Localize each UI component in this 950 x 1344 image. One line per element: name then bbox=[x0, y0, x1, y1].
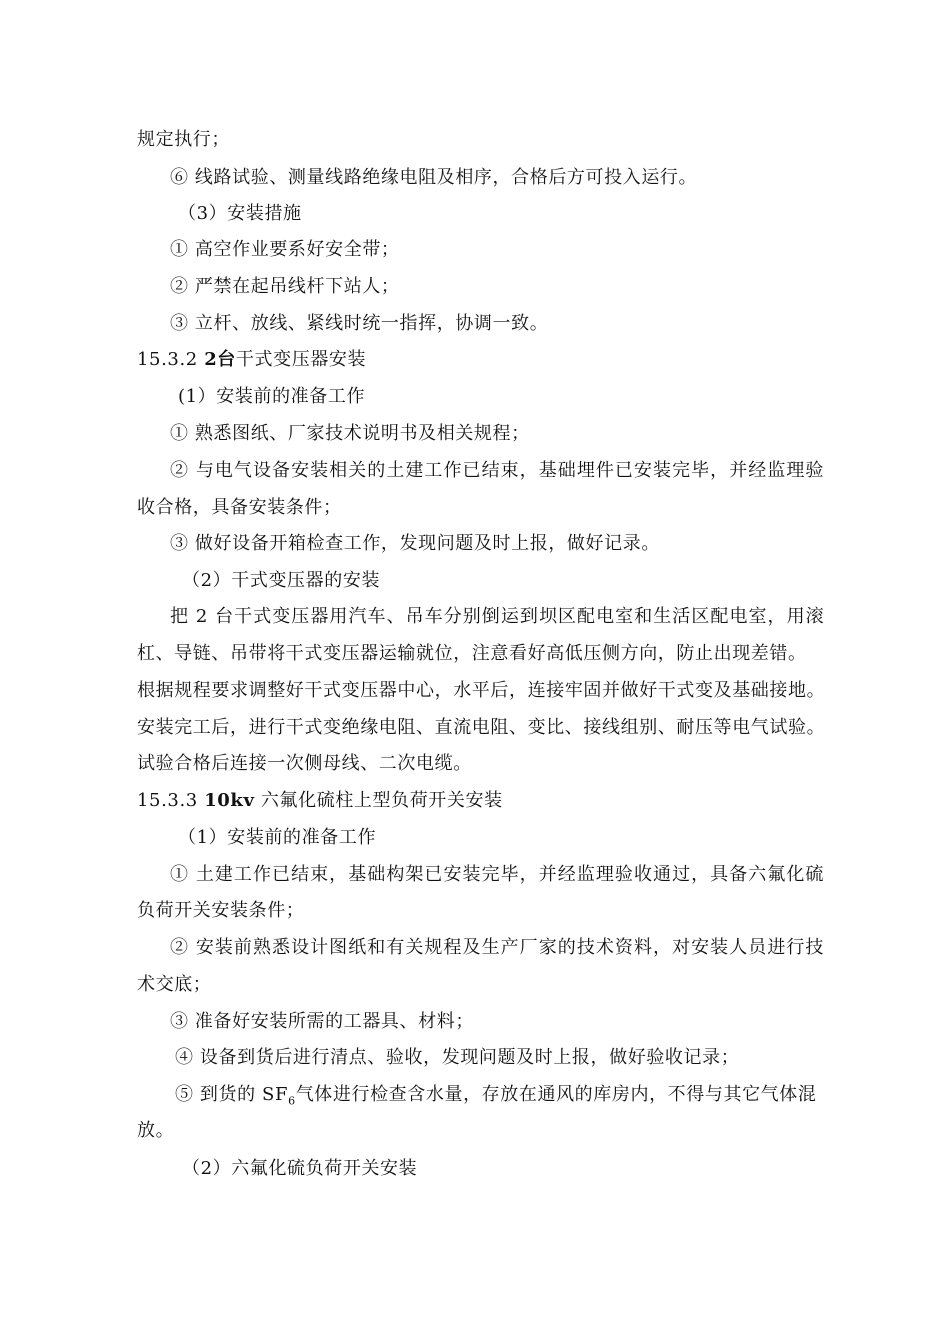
text-line: 规定执行； bbox=[137, 129, 230, 150]
list-item: ② 严禁在起吊线杆下站人； bbox=[170, 276, 400, 297]
subscript-6: 6 bbox=[288, 1094, 296, 1108]
list-item: ③ 立杆、放线、紧线时统一指挥，协调一致。 bbox=[170, 313, 549, 334]
paragraph-line: 杠、导链、吊带将干式变压器运输就位，注意看好高低压侧方向，防止出现差错。 bbox=[137, 643, 807, 664]
list-item: ① 土建工作已结束，基础构架已安装完毕，并经监理验收通过，具备六氟化硫 bbox=[170, 864, 825, 885]
list-item: ⑥ 线路试验、测量线路绝缘电阻及相序，合格后方可投入运行。 bbox=[170, 167, 698, 188]
subsection-heading: (1）安装前的准备工作 bbox=[178, 386, 366, 407]
list-item: ① 熟悉图纸、厂家技术说明书及相关规程； bbox=[170, 423, 530, 444]
section-heading-15-3-3 bbox=[137, 788, 503, 814]
section-heading-bold: 10kv bbox=[204, 790, 255, 811]
list-item: ③ 做好设备开箱检查工作，发现问题及时上报，做好记录。 bbox=[170, 533, 660, 554]
subsection-heading: （2）干式变压器的安装 bbox=[182, 570, 381, 591]
list-item: ④ 设备到货后进行清点、验收，发现问题及时上报，做好验收记录； bbox=[175, 1047, 740, 1068]
list-item: ① 高空作业要系好安全带； bbox=[170, 239, 400, 260]
text-line: 收合格，具备安装条件； bbox=[137, 497, 342, 518]
paragraph-line: 试验合格后连接一次侧母线、二次电缆。 bbox=[137, 753, 472, 774]
section-number: 15.3.3 bbox=[137, 790, 205, 811]
subsection-heading: （2）六氟化硫负荷开关安装 bbox=[182, 1158, 418, 1179]
sf6-line-end: 气体进行检查含水量，存放在通风的库房内，不得与其它气体混 bbox=[295, 1084, 817, 1105]
section-heading-text: 六氟化硫柱上型负荷开关安装 bbox=[254, 790, 503, 811]
text-line: 放。 bbox=[137, 1120, 175, 1141]
paragraph-line: 根据规程要求调整好干式变压器中心，水平后，连接牢固并做好干式变及基础接地。 bbox=[137, 680, 826, 701]
list-item: ② 与电气设备安装相关的土建工作已结束，基础埋件已安装完毕，并经监理验 bbox=[170, 460, 825, 481]
section-heading-15-3-2 bbox=[137, 347, 366, 373]
sf6-line-start: ⑤ 到货的 SF bbox=[175, 1084, 289, 1105]
text-line: 负荷开关安装条件； bbox=[137, 900, 305, 921]
subsection-heading: （3）安装措施 bbox=[178, 203, 302, 224]
section-heading-text: 干式变压器安装 bbox=[235, 349, 367, 370]
list-item: ③ 准备好安装所需的工器具、材料； bbox=[170, 1011, 474, 1032]
paragraph-line: 安装完工后，进行干式变绝缘电阻、直流电阻、变比、接线组别、耐压等电气试验。 bbox=[137, 717, 826, 738]
list-item: ② 安装前熟悉设计图纸和有关规程及生产厂家的技术资料，对安装人员进行技 bbox=[170, 937, 825, 958]
text-line: 术交底； bbox=[137, 974, 212, 995]
section-number: 15.3.2 bbox=[137, 349, 205, 370]
list-item-sf6 bbox=[175, 1082, 816, 1115]
section-heading-bold: 2台 bbox=[204, 349, 236, 370]
paragraph-line: 把 2 台干式变压器用汽车、吊车分别倒运到坝区配电室和生活区配电室，用滚 bbox=[170, 606, 825, 627]
subsection-heading: （1）安装前的准备工作 bbox=[178, 827, 377, 848]
